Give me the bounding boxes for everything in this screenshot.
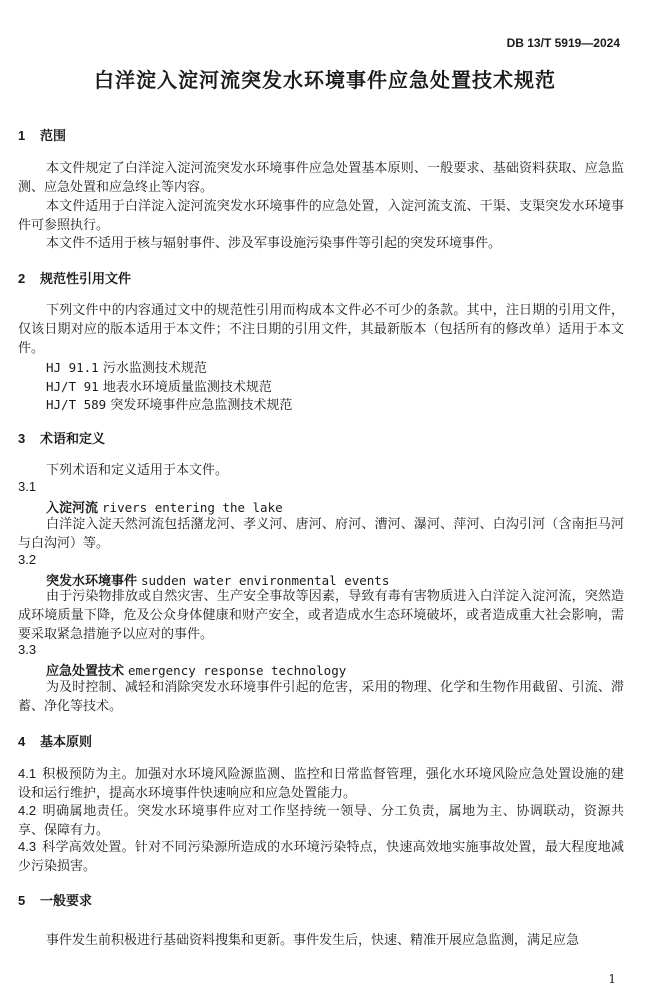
section-5-heading xyxy=(18,890,92,909)
section-title: 基本原则 xyxy=(40,735,93,750)
reference-code: HJ 91.1 xyxy=(46,360,99,375)
term-zh: 应急处置技术 xyxy=(46,664,125,679)
term-zh: 突发水环境事件 xyxy=(46,574,138,589)
section-title: 术语和定义 xyxy=(40,432,106,447)
principle-item xyxy=(18,837,624,876)
reference-item xyxy=(46,376,272,395)
term-definition: 白洋淀入淀天然河流包括潴龙河、孝义河、唐河、府河、漕河、瀑河、萍河、白沟引河（含南拒马河与白沟河）等。 xyxy=(18,517,624,551)
principle-text: 科学高效处置。针对不同污染源所造成的水环境污染特点，快速高效地实施事故处置，最大程度地减少污染损害。 xyxy=(18,840,624,874)
section-number: 5 xyxy=(18,893,26,908)
paragraph: 本文件适用于白洋淀入淀河流突发水环境事件的应急处置，入淀河流支流、干渠、支渠突发水环境事件可参照执行。 xyxy=(18,199,624,233)
reference-name: 地表水环境质量监测技术规范 xyxy=(102,380,272,395)
principle-item xyxy=(18,801,624,840)
section-number: 1 xyxy=(18,128,26,143)
principle-text: 积极预防为主。加强对水环境风险源监测、监控和日常监督管理，强化水环境风险应急处置设施的建设和运行维护，提高水环境事件快速响应和应急处置能力。 xyxy=(18,767,624,801)
term-definition: 为及时控制、减轻和消除突发水环境事件引起的危害，采用的物理、化学和生物作用截留、引流、滞蓄、净化等技术。 xyxy=(18,680,624,714)
term-heading xyxy=(46,497,283,516)
reference-item xyxy=(46,394,292,413)
paragraph: 事件发生前积极进行基础资料搜集和更新。事件发生后，快速、精准开展应急监测，满足应急 xyxy=(46,933,580,948)
section-number: 3 xyxy=(18,431,26,446)
section-3-heading xyxy=(18,428,105,447)
paragraph: 本文件不适用于核与辐射事件、涉及军事设施污染事件等引起的突发环境事件。 xyxy=(46,236,502,251)
term-en: rivers entering the lake xyxy=(102,500,283,515)
section-number: 2 xyxy=(18,271,26,286)
page-number: 1 xyxy=(608,972,616,986)
section-number: 4 xyxy=(18,734,26,749)
section-title: 范围 xyxy=(40,129,67,144)
document-title: 白洋淀入淀河流突发水环境事件应急处置技术规范 xyxy=(94,68,556,92)
principle-item xyxy=(18,764,624,803)
paragraph: 下列术语和定义适用于本文件。 xyxy=(46,463,229,478)
term-number: 3.2 xyxy=(18,552,37,567)
section-1-heading xyxy=(18,125,66,144)
section-title: 一般要求 xyxy=(40,894,93,909)
reference-code: HJ/T 589 xyxy=(46,397,107,412)
principle-text: 明确属地责任。突发水环境事件应对工作坚持统一领导、分工负责，属地为主、协调联动，资源共享、保障有力。 xyxy=(18,804,624,838)
reference-name: 污水监测技术规范 xyxy=(102,361,207,376)
reference-name: 突发环境事件应急监测技术规范 xyxy=(110,398,293,413)
section-title: 规范性引用文件 xyxy=(40,272,132,287)
standard-number: DB 13/T 5919—2024 xyxy=(506,36,620,50)
section-2-heading xyxy=(18,268,131,287)
paragraph: 下列文件中的内容通过文中的规范性引用而构成本文件必不可少的条款。其中，注日期的引用文件，仅该日期对应的版本适用于本文件；不注日期的引用文件，其最新版本（包括所有的修改单）适用于本文件。 xyxy=(18,303,624,356)
term-en: emergency response technology xyxy=(128,663,347,678)
section-4-heading xyxy=(18,731,92,750)
term-number: 3.1 xyxy=(18,479,37,494)
paragraph: 本文件规定了白洋淀入淀河流突发水环境事件应急处置基本原则、一般要求、基础资料获取、应急监测、应急处置和应急终止等内容。 xyxy=(18,161,624,195)
principle-number: 4.3 xyxy=(18,839,37,854)
reference-item xyxy=(46,357,207,376)
term-en: sudden water environmental events xyxy=(141,573,390,588)
term-zh: 入淀河流 xyxy=(46,501,99,516)
principle-number: 4.2 xyxy=(18,803,37,818)
reference-code: HJ/T 91 xyxy=(46,379,99,394)
principle-number: 4.1 xyxy=(18,766,37,781)
term-heading xyxy=(46,660,346,679)
term-number: 3.3 xyxy=(18,642,37,657)
term-definition: 由于污染物排放或自然灾害、生产安全事故等因素，导致有毒有害物质进入白洋淀入淀河流，突然造成环境质量下降，危及公众身体健康和财产安全，或者造成水生态环境破坏，或者造成重大社会影响，需要采取紧急措施予以应对的事件。 xyxy=(18,589,624,642)
